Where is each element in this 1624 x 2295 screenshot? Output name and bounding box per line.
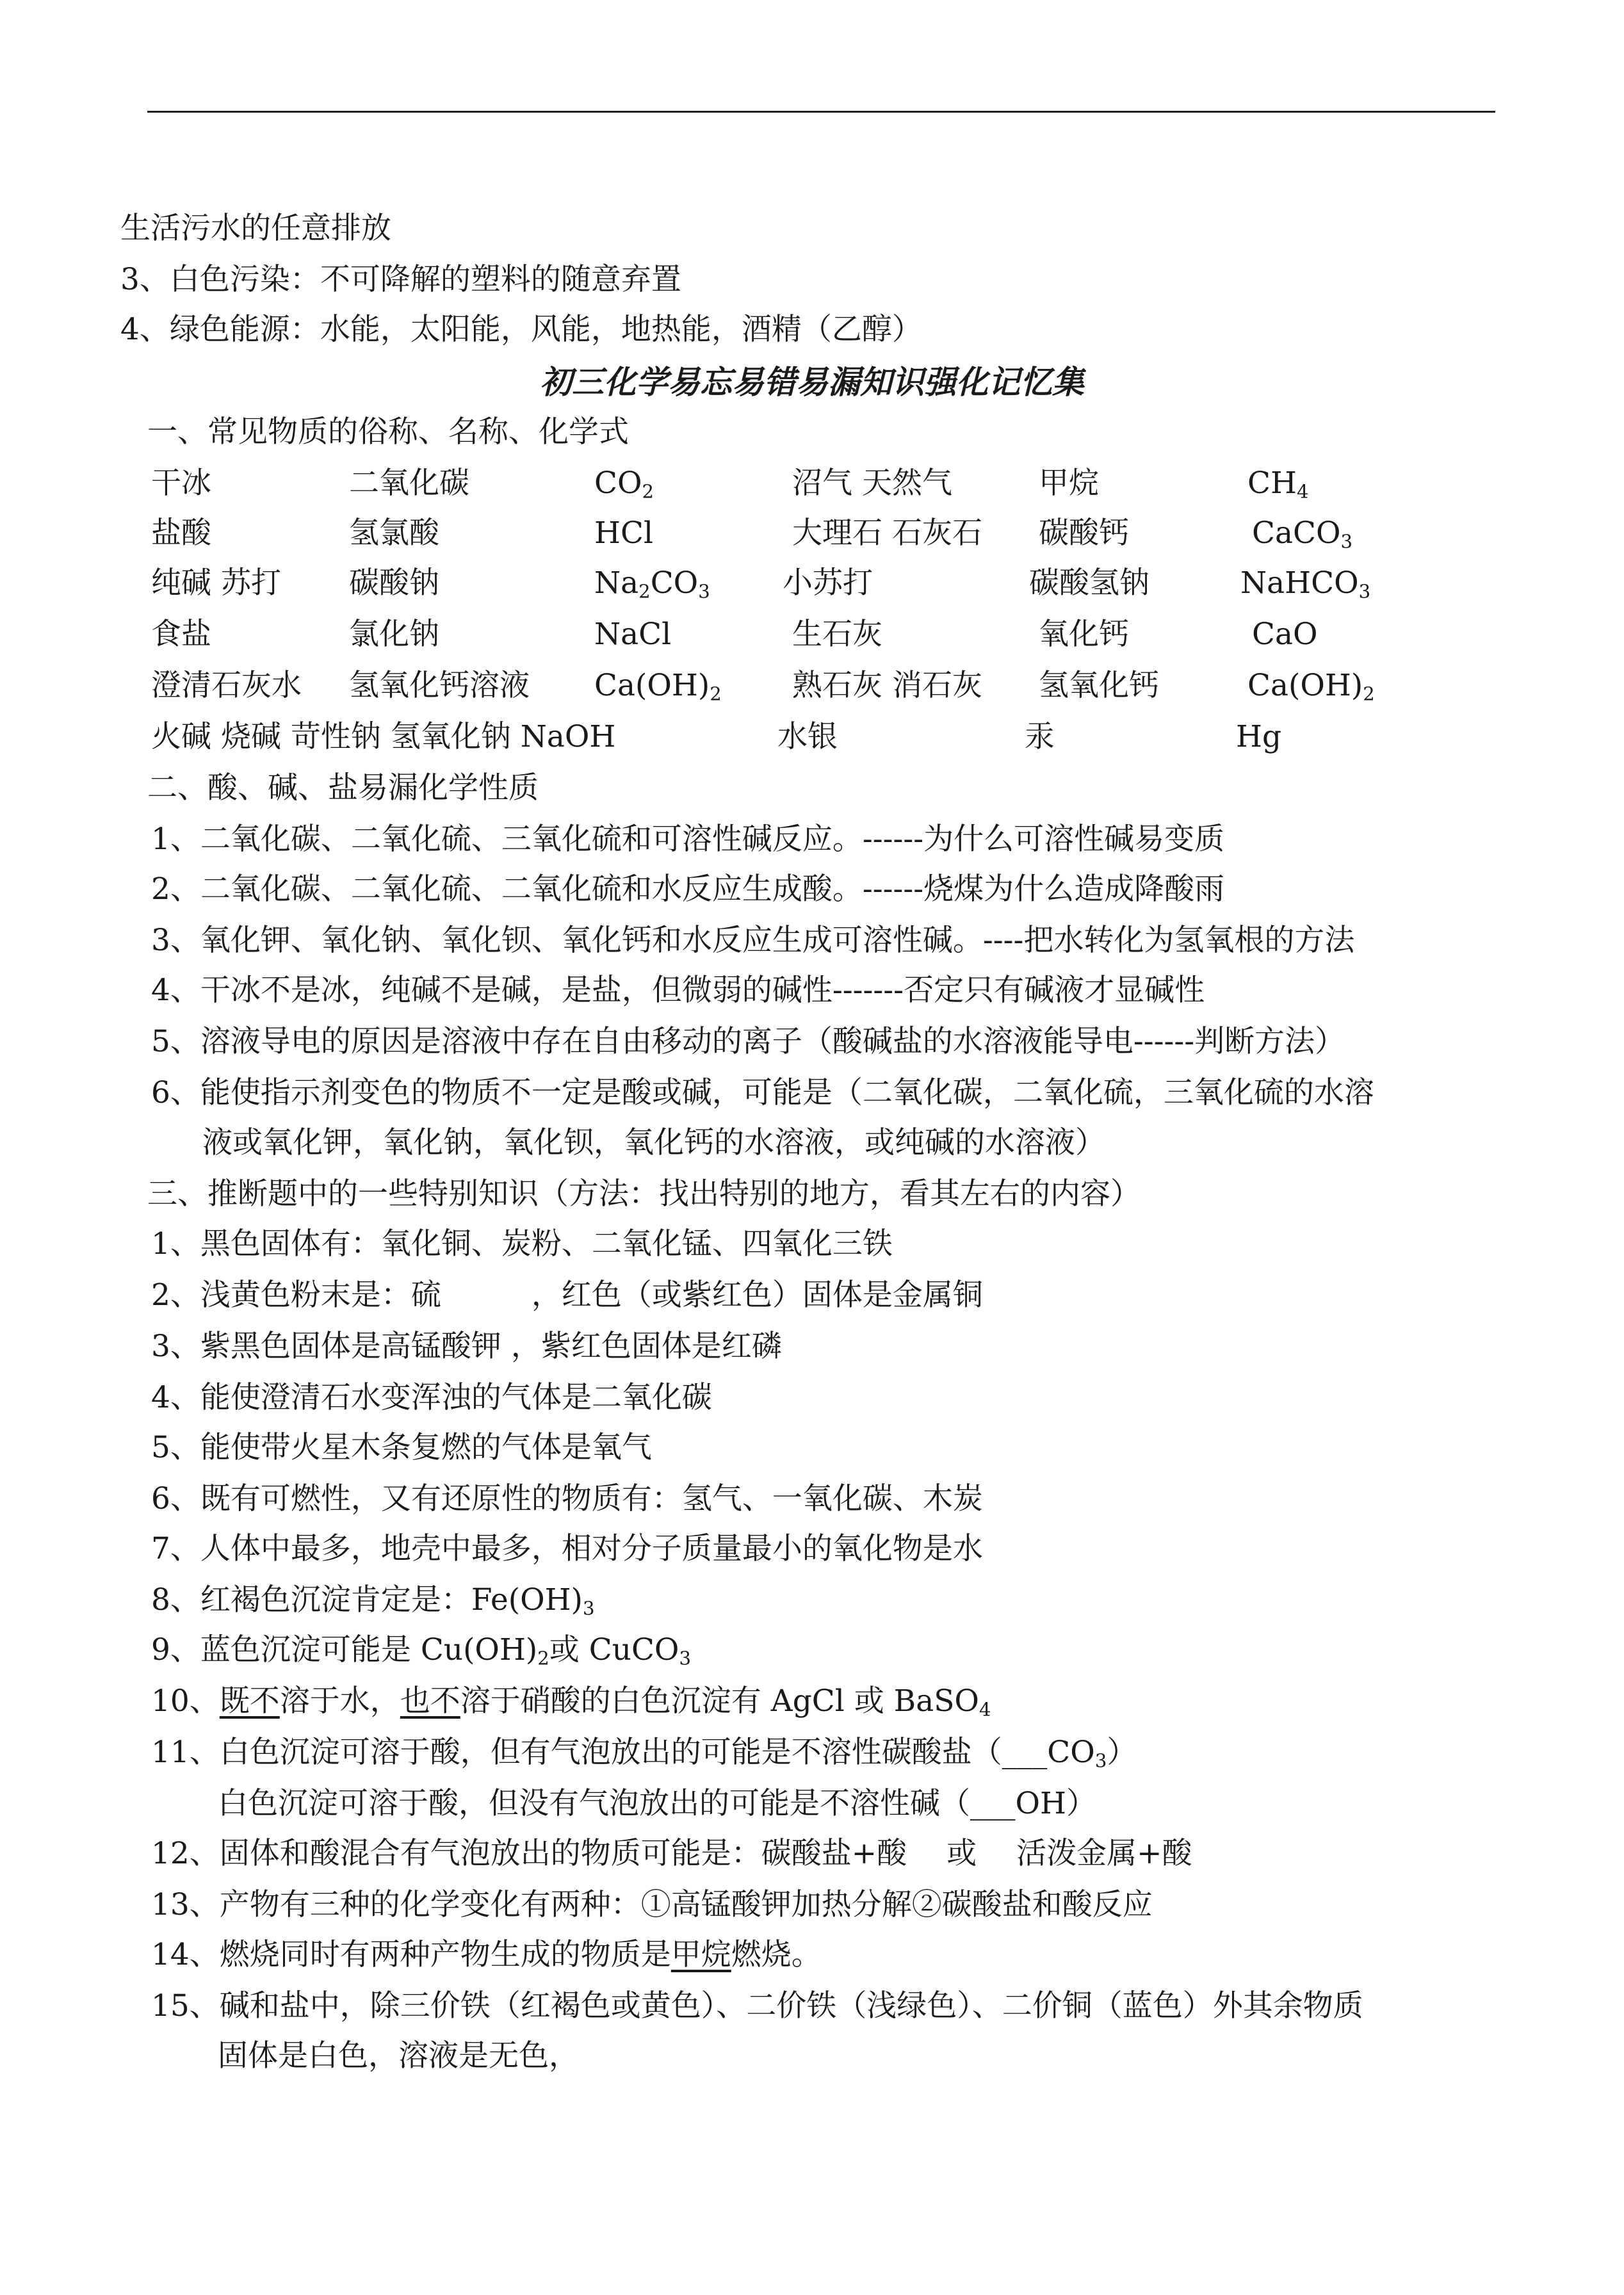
- section3-heading: 三、推断题中的一些特别知识（方法：找出特别的地方，看其左右的内容）: [147, 1176, 1141, 1212]
- table-cell: 碳酸钠: [349, 565, 439, 601]
- table-cell: $CH_4$: [1247, 466, 1309, 503]
- table-cell: 氢氯酸: [349, 515, 439, 551]
- intro-line-3: 4、绿色能源：水能，太阳能，风能，地热能，酒精（乙醇）: [120, 312, 922, 347]
- table-cell: CaCO$_3$: [1252, 515, 1353, 553]
- list-item: 8、红褐色沉淀肯定是：$Fe(OH)_3$: [151, 1582, 595, 1619]
- table-cell: 水银: [777, 719, 838, 754]
- table-cell: Hg: [1236, 719, 1282, 754]
- list-item: 2、浅黄色粉末是：硫 ，红色（或紫红色）固体是金属铜: [151, 1277, 983, 1313]
- list-item: 7、人体中最多，地壳中最多，相对分子质量最小的氧化物是水: [151, 1531, 983, 1566]
- table-cell: $Ca(OH)_2$: [594, 668, 722, 705]
- list-item: 6、能使指示剂变色的物质不一定是酸或碱，可能是（二氧化碳，二氧化硫，三氧化硫的水溶: [151, 1075, 1374, 1110]
- list-item: 12、固体和酸混合有气泡放出的物质可能是：碳酸盐+酸 或 活泼金属+酸: [151, 1836, 1192, 1871]
- table-cell: 火碱 烧碱 苛性钠 氢氧化钠 NaOH: [151, 719, 616, 754]
- table-cell: CaO: [1252, 617, 1318, 652]
- section2-heading: 二、酸、碱、盐易漏化学性质: [147, 770, 539, 806]
- table-cell: $Na_2CO_3$: [594, 565, 710, 603]
- table-cell: 氢氧化钙溶液: [349, 668, 530, 703]
- table-cell: 氢氧化钙: [1039, 668, 1159, 703]
- intro-line-1: 生活污水的任意排放: [120, 211, 391, 246]
- table-cell: 熟石灰 消石灰: [792, 668, 982, 703]
- list-item: 14、燃烧同时有两种产物生成的物质是甲烷燃烧。: [151, 1937, 822, 1972]
- list-item: 5、溶液导电的原因是溶液中存在自由移动的离子（酸碱盐的水溶液能导电------判断方法）: [151, 1024, 1345, 1059]
- table-cell: 氧化钙: [1039, 617, 1129, 652]
- table-cell: 食盐: [151, 617, 211, 652]
- list-item: 11、白色沉淀可溶于酸，但有气泡放出的可能是不溶性碳酸盐$(\_\_\_CO_3)$: [151, 1735, 1137, 1772]
- table-cell: 碳酸钙: [1039, 515, 1129, 551]
- table-cell: 纯碱 苏打: [151, 565, 281, 601]
- list-item: 2、二氧化碳、二氧化硫、二氧化硫和水反应生成酸。------烧煤为什么造成降酸雨: [151, 872, 1225, 907]
- table-cell: 澄清石灰水: [151, 668, 302, 703]
- list-item: 4、能使澄清石水变浑浊的气体是二氧化碳: [151, 1380, 712, 1415]
- table-cell: 干冰: [151, 466, 211, 501]
- table-cell: 盐酸: [151, 515, 211, 551]
- table-cell: $CO_2$: [594, 466, 654, 503]
- table-cell: NaHCO$_3$: [1240, 565, 1371, 603]
- table-cell: 大理石 石灰石: [792, 515, 982, 551]
- section1-heading: 一、常见物质的俗称、名称、化学式: [147, 414, 629, 450]
- table-cell: 汞: [1025, 719, 1055, 754]
- table-cell: 小苏打: [783, 565, 873, 601]
- list-item: 1、黑色固体有：氧化铜、炭粉、二氧化锰、四氧化三铁: [151, 1226, 893, 1261]
- list-item: 13、产物有三种的化学变化有两种：①高锰酸钾加热分解②碳酸盐和酸反应: [151, 1887, 1153, 1922]
- intro-line-2: 3、白色污染：不可降解的塑料的随意弃置: [120, 262, 681, 297]
- list-item: 3、紫黑色固体是高锰酸钾 ，紫红色固体是红磷: [151, 1329, 782, 1364]
- table-cell: 氯化钠: [349, 617, 439, 652]
- list-item: 15、碱和盐中，除三价铁（红褐色或黄色）、二价铁（浅绿色）、二价铜（蓝色）外其余物质: [151, 1988, 1363, 2023]
- table-cell: $Ca(OH)_2$: [1247, 668, 1375, 705]
- table-cell: 碳酸氢钠: [1029, 565, 1149, 601]
- list-item-continuation: 固体是白色，溶液是无色，: [218, 2038, 579, 2073]
- list-item: 1、二氧化碳、二氧化硫、三氧化硫和可溶性碱反应。------为什么可溶性碱易变质: [151, 822, 1225, 857]
- list-item: 10、既不溶于水，也不溶于硝酸的白色沉淀有 AgCl 或 BaSO$_4$: [151, 1683, 991, 1721]
- list-item: 5、能使带火星木条复燃的气体是氧气: [151, 1430, 652, 1465]
- header-rule: [147, 111, 1495, 113]
- list-item-continuation: 液或氧化钾，氧化钠，氧化钡，氧化钙的水溶液，或纯碱的水溶液）: [202, 1125, 1105, 1160]
- list-item: 6、既有可燃性，又有还原性的物质有：氢气、一氧化碳、木炭: [151, 1481, 983, 1516]
- list-item: 4、干冰不是冰，纯碱不是碱，是盐，但微弱的碱性-------否定只有碱液才显碱性: [151, 973, 1205, 1008]
- table-cell: NaCl: [594, 617, 672, 652]
- list-item: 9、蓝色沉淀可能是 $Cu(OH)_2$或 CuCO$_3$: [151, 1632, 691, 1669]
- table-cell: 甲烷: [1039, 466, 1099, 501]
- list-item-continuation: 白色沉淀可溶于酸，但没有气泡放出的可能是不溶性碱（___OH）: [218, 1786, 1097, 1821]
- table-cell: 生石灰: [792, 617, 882, 652]
- table-cell: 沼气 天然气: [792, 466, 952, 501]
- list-item: 3、氧化钾、氧化钠、氧化钡、氧化钙和水反应生成可溶性碱。----把水转化为氢氧根的方法: [151, 923, 1355, 958]
- table-cell: 二氧化碳: [349, 466, 469, 501]
- table-cell: HCl: [594, 515, 653, 551]
- document-title: 初三化学易忘易错易漏知识强化记忆集: [540, 363, 1084, 401]
